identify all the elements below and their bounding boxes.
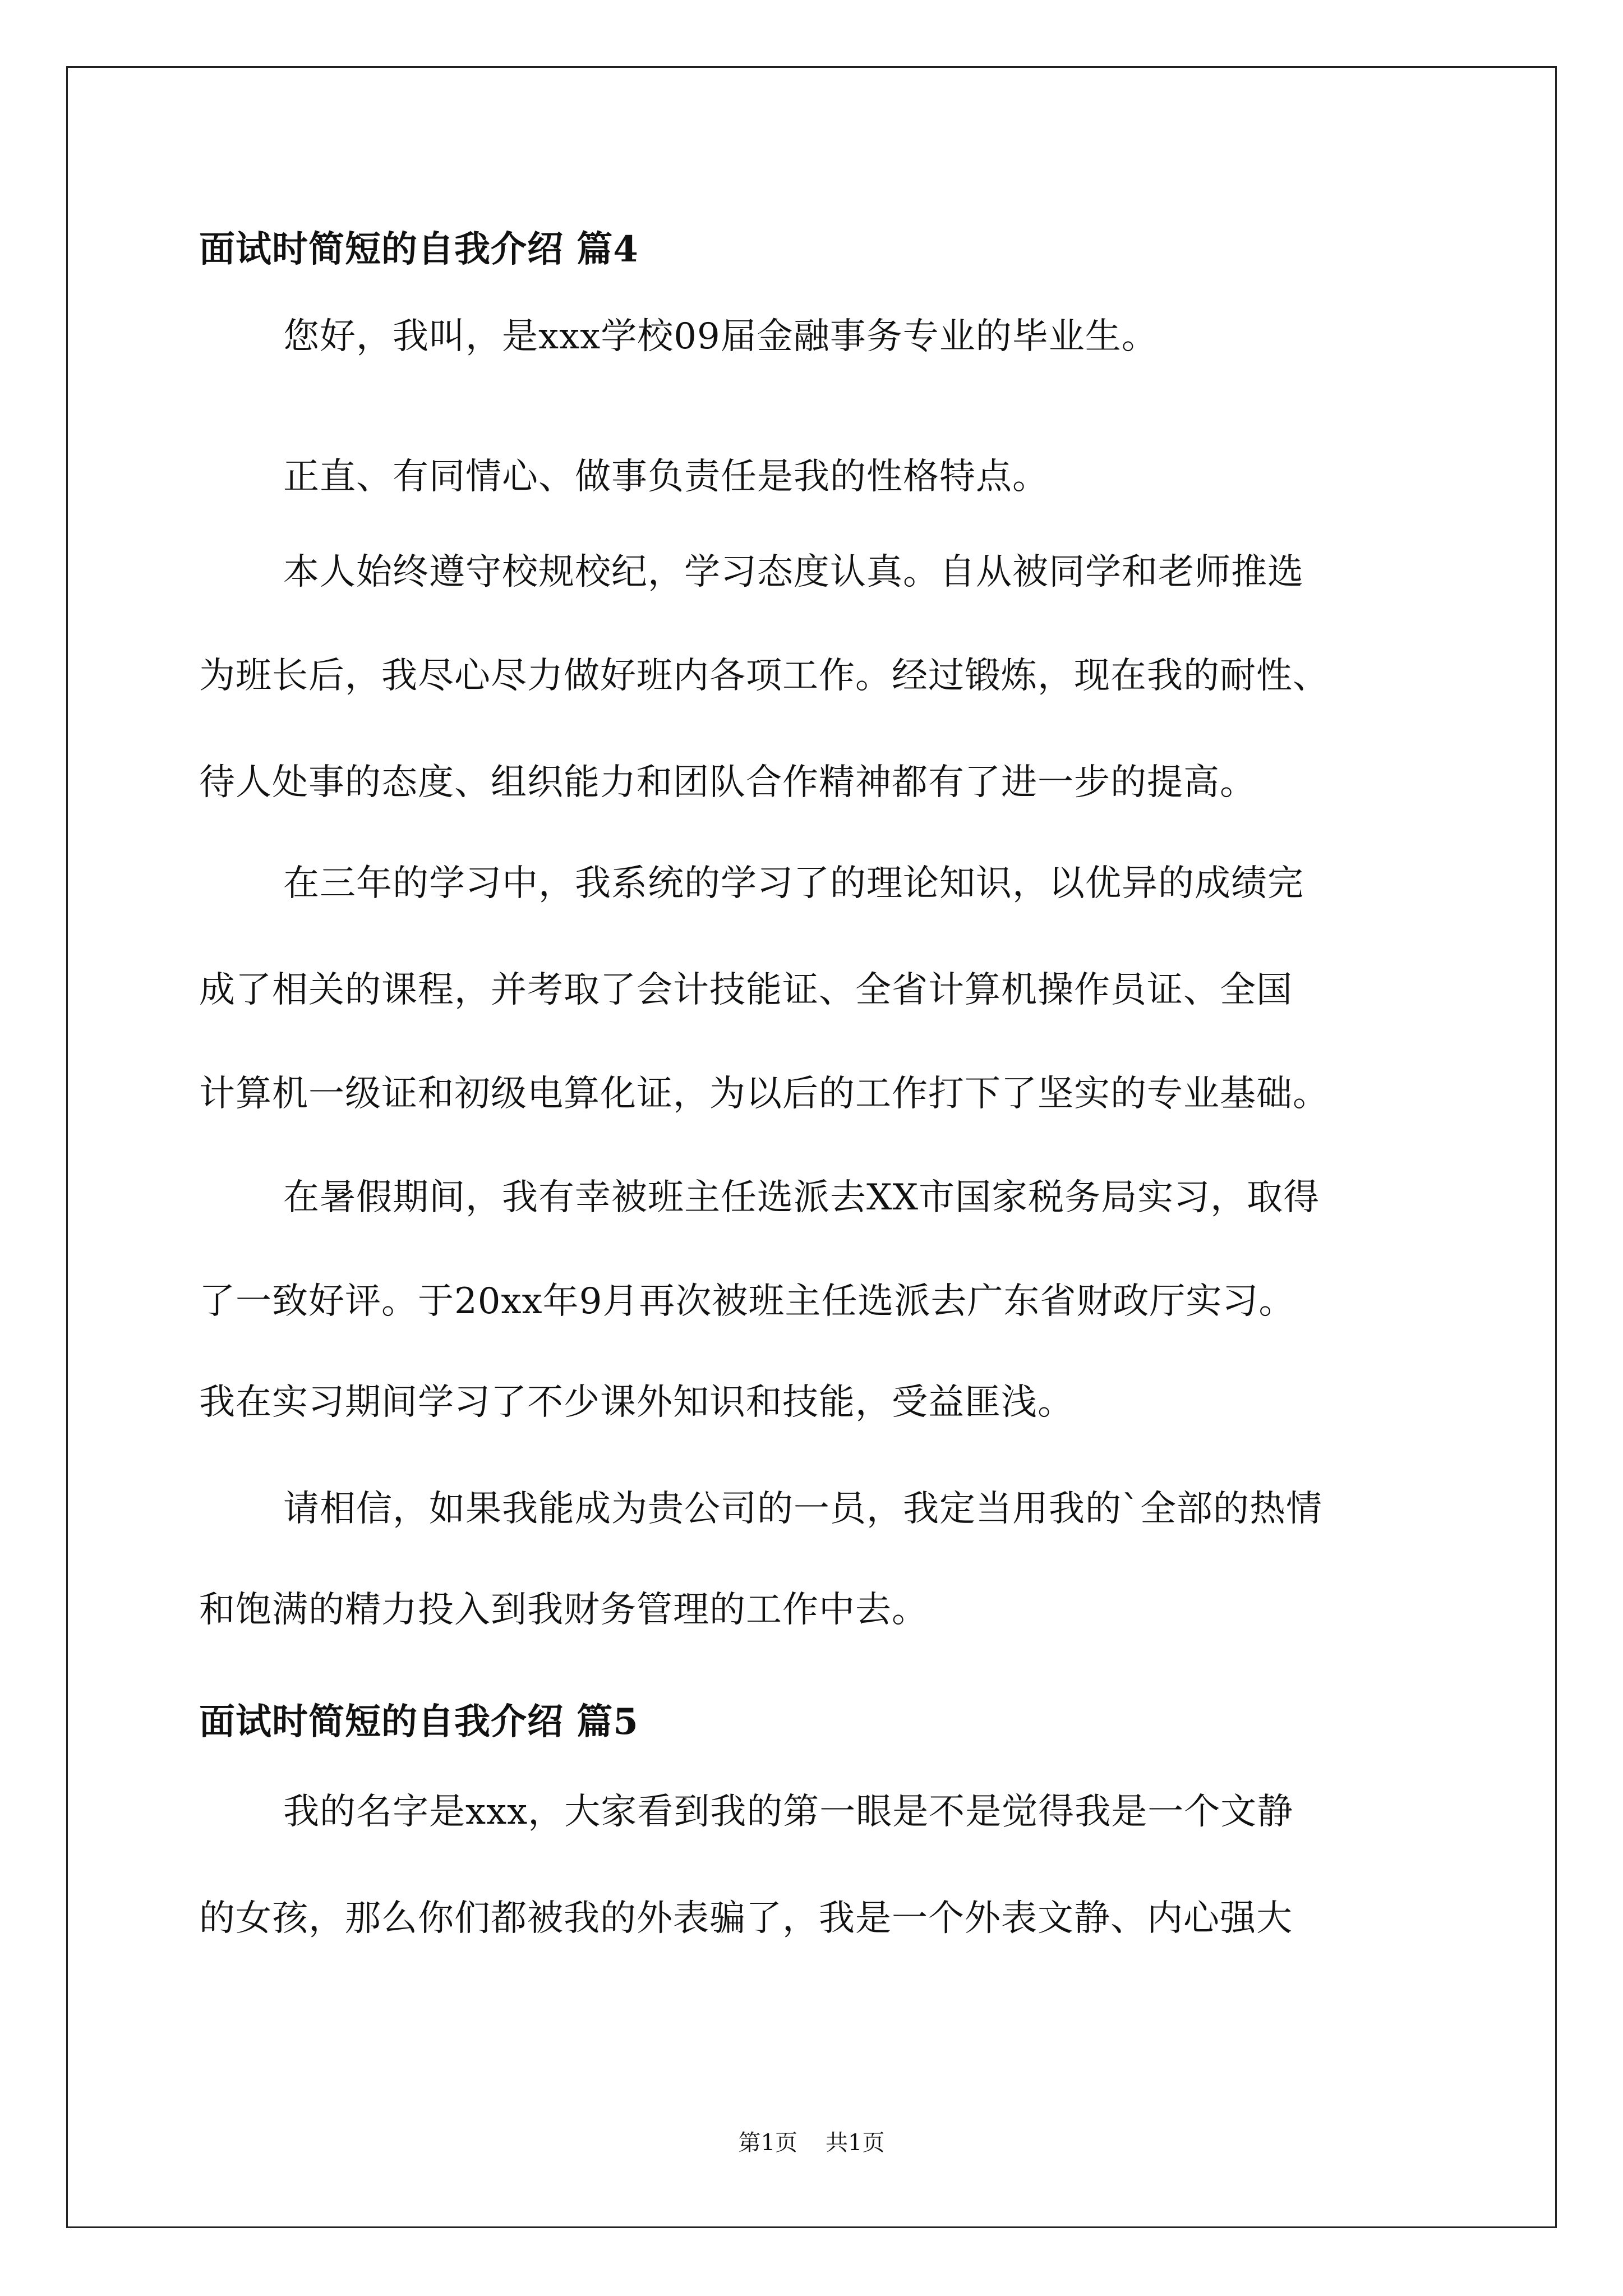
paragraph-line: 的女孩，那么你们都被我的外表骗了，我是一个外表文静、内心强大 xyxy=(199,1898,1293,1939)
page-number-current: 第1页 xyxy=(738,2130,797,2156)
paragraph-line: 和饱满的精力投入到我财务管理的工作中去。 xyxy=(199,1589,928,1631)
paragraph-line: 正直、有同情心、做事负责任是我的性格特点。 xyxy=(283,456,1049,498)
paragraph-line: 了一致好评。于20xx年9月再次被班主任选派去广东省财政厅实习。 xyxy=(199,1281,1295,1322)
paragraph-line: 在三年的学习中，我系统的学习了的理论知识，以优异的成绩完 xyxy=(283,863,1304,904)
paragraph-line: 我的名字是xxx，大家看到我的第一眼是不是觉得我是一个文静 xyxy=(283,1791,1294,1833)
paragraph-line: 在暑假期间，我有幸被班主任选派去XX市国家税务局实习，取得 xyxy=(283,1177,1320,1218)
paragraph-line: 请相信，如果我能成为贵公司的一员，我定当用我的`全部的热情 xyxy=(283,1488,1322,1530)
paragraph-line: 本人始终遵守校规校纪，学习态度认真。自从被同学和老师推选 xyxy=(283,551,1304,593)
paragraph-line: 为班长后，我尽心尽力做好班内各项工作。经过锻炼，现在我的耐性、 xyxy=(199,655,1329,697)
paragraph-line: 计算机一级证和初级电算化证，为以后的工作打下了坚实的专业基础。 xyxy=(199,1073,1329,1115)
paragraph-line: 待人处事的态度、组织能力和团队合作精神都有了进一步的提高。 xyxy=(199,762,1256,803)
page-number-total: 共1页 xyxy=(826,2130,885,2156)
page-footer xyxy=(0,2126,1623,2160)
paragraph-line: 成了相关的课程，并考取了会计技能证、全省计算机操作员证、全国 xyxy=(199,969,1293,1011)
paragraph-line: 我在实习期间学习了不少课外知识和技能，受益匪浅。 xyxy=(199,1382,1074,1423)
section-heading: 面试时简短的自我介绍 篇5 xyxy=(199,1701,639,1743)
paragraph-line: 您好，我叫，是xxx学校09届金融事务专业的毕业生。 xyxy=(283,316,1158,357)
section-heading: 面试时简短的自我介绍 篇4 xyxy=(199,228,639,270)
